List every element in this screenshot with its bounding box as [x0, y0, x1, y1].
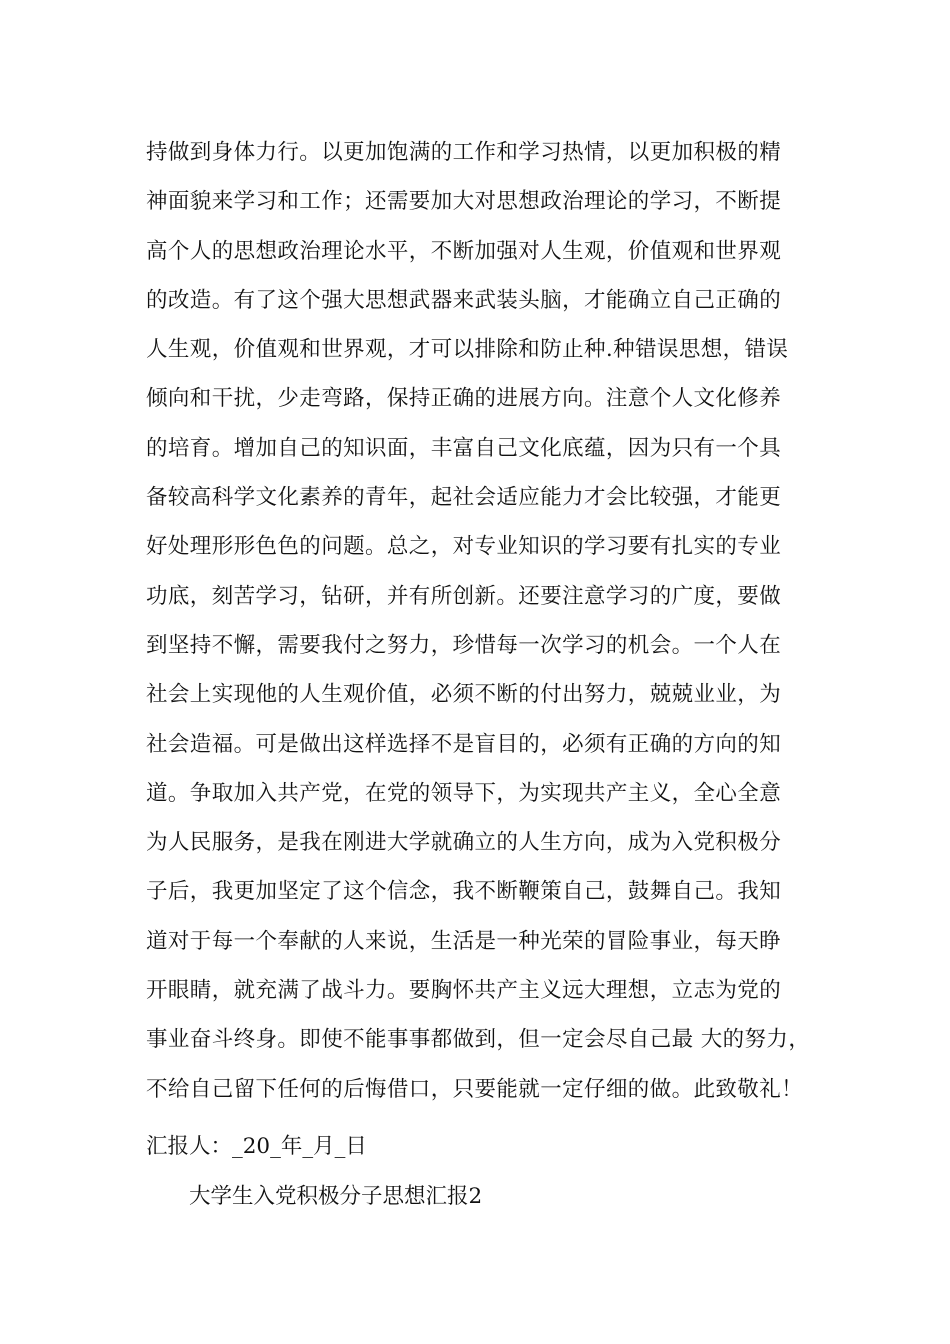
- text-line: 不给自己留下任何的后悔借口，只要能就一定仔细的做。此致敬礼！: [146, 1076, 804, 1102]
- text-line: 功底，刻苦学习，钻研，并有所创新。还要注意学习的广度，要做: [146, 583, 782, 609]
- text-line: 到坚持不懈，需要我付之努力，珍惜每一次学习的机会。一个人在: [146, 632, 782, 658]
- body-paragraph: [146, 128, 836, 1114]
- text-line: 好处理形形色色的问题。总之，对专业知识的学习要有扎实的专业: [146, 534, 782, 560]
- text-line: 道。争取加入共产党，在党的领导下，为实现共产主义，全心全意: [146, 780, 782, 806]
- text-line: 社会造福。可是做出这样选择不是盲目的，必须有正确的方向的知: [146, 731, 782, 757]
- text-line: 的改造。有了这个强大思想武器来武装头脑，才能确立自己正确的: [146, 287, 782, 313]
- text-line: 的培育。增加自己的知识面，丰富自己文化底蕴，因为只有一个具: [146, 435, 782, 461]
- text-line: 高个人的思想政治理论水平，不断加强对人生观，价值观和世界观: [146, 238, 782, 264]
- text-line: 道对于每一个奉献的人来说，生活是一种光荣的冒险事业，每天睁: [146, 928, 782, 954]
- signature-line: 汇报人：_20_年_月_日: [146, 1134, 367, 1159]
- text-line: 为人民服务，是我在刚进大学就确立的人生方向，成为入党积极分: [146, 830, 782, 856]
- text-line: 神面貌来学习和工作；还需要加大对思想政治理论的学习，不断提: [146, 189, 782, 215]
- text-line: 备较高科学文化素养的青年，起社会适应能力才会比较强，才能更: [146, 485, 782, 511]
- text-line: 倾向和干扰，少走弯路，保持正确的进展方向。注意个人文化修养: [146, 386, 782, 412]
- text-line: 子后，我更加坚定了这个信念，我不断鞭策自己，鼓舞自己。我知: [146, 879, 782, 905]
- text-line: 人生观，价值观和世界观，才可以排除和防止种.种错误思想，错误: [146, 337, 789, 363]
- text-line: 社会上实现他的人生观价值，必须不断的付出努力，兢兢业业，为: [146, 682, 782, 708]
- text-line: 开眼睛，就充满了战斗力。要胸怀共产主义远大理想，立志为党的: [146, 978, 782, 1004]
- text-line: 持做到身体力行。以更加饱满的工作和学习热情，以更加积极的精: [146, 140, 782, 165]
- section-title: 大学生入党积极分子思想汇报2: [189, 1184, 483, 1209]
- text-line: 事业奋斗终身。即使不能事事都做到，但一定会尽自己最 大的努力，: [146, 1027, 811, 1053]
